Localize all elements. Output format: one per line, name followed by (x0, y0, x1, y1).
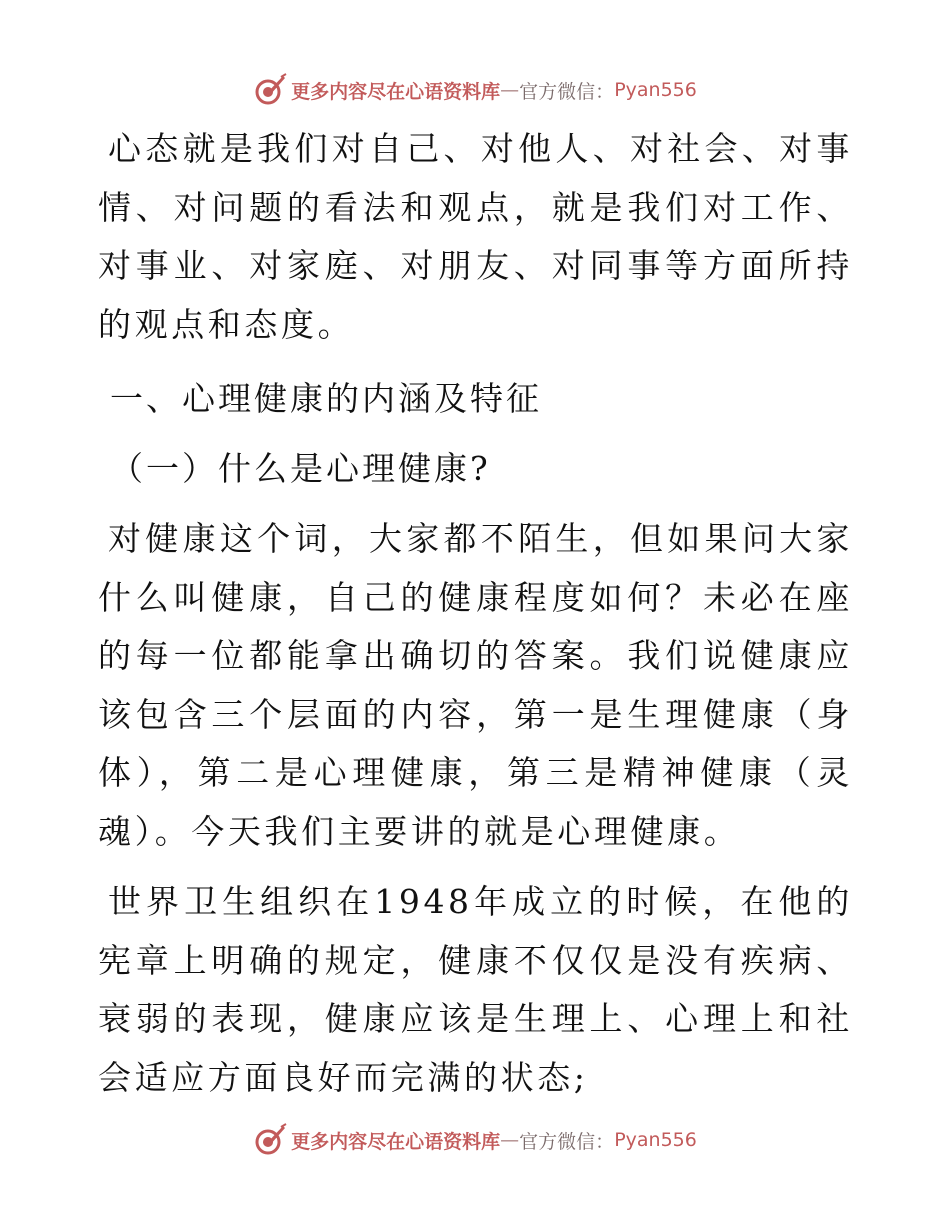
banner-wechat-id: Pyan556 (614, 79, 697, 101)
paragraph-2-text: 对健康这个词，大家都不陌生，但如果问大家什么叫健康，自己的健康程度如何？未必在座的每一位都能拿出确切的答案。我们说健康应该包含三个层面的内容，第一是生理健康（身体），第二是心理健康，第三是精神健康（灵魂）。今天我们主要讲的就是心理健康。 (98, 519, 853, 851)
footer-banner (0, 1120, 950, 1160)
paragraph-3-text: 世界卫生组织在1948年成立的时候，在他的宪章上明确的规定，健康不仅仅是没有疾病、衰弱的表现，健康应该是生理上、心理上和社会适应方面良好而完满的状态; (98, 882, 853, 1097)
banner-wechat-label: 官方微信： (519, 1130, 615, 1153)
header-banner (0, 70, 950, 110)
banner-dash: — (500, 1129, 520, 1151)
section-heading: 一、心理健康的内涵及特征 (110, 379, 542, 418)
banner-brand: 更多内容尽在心语资料库 (291, 1130, 501, 1153)
banner-wechat-id: Pyan556 (614, 1129, 697, 1151)
banner-text (291, 77, 697, 104)
paragraph-1 (98, 120, 853, 354)
banner-wechat-label: 官方微信： (519, 80, 615, 103)
paragraph-1-text: 心态就是我们对自己、对他人、对社会、对事情、对问题的看法和观点，就是我们对工作、对事业、对家庭、对朋友、对同事等方面所持的观点和态度。 (98, 129, 853, 344)
banner-brand: 更多内容尽在心语资料库 (291, 80, 501, 103)
subsection-heading: （一）什么是心理健康? (110, 449, 491, 488)
document-body (98, 120, 853, 1107)
banner-dash: — (500, 79, 520, 101)
quill-seal-icon (253, 1123, 287, 1157)
quill-seal-icon (253, 73, 287, 107)
paragraph-3 (98, 873, 853, 1107)
paragraph-2 (98, 510, 853, 861)
banner-text (291, 1127, 697, 1154)
